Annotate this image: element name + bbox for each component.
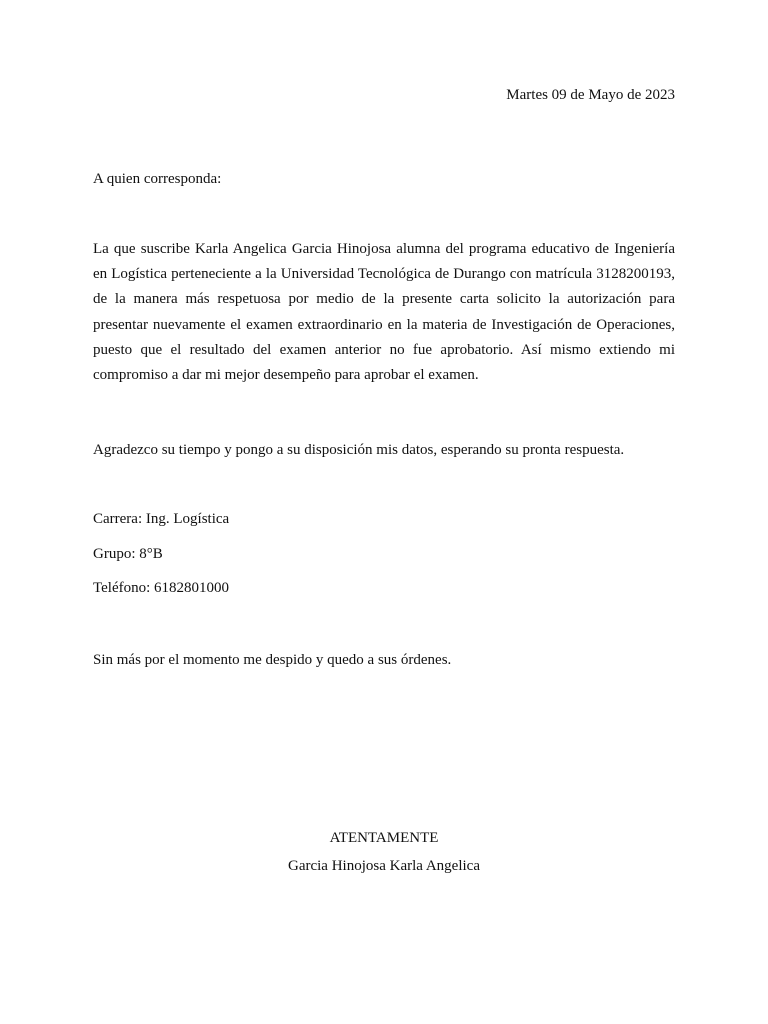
salutation: A quien corresponda: — [93, 171, 222, 187]
phone-info: Teléfono: 6182801000 — [93, 580, 230, 596]
signoff: ATENTAMENTE — [329, 830, 439, 846]
group-info: Grupo: 8°B — [93, 546, 163, 562]
career-info: Carrera: Ing. Logística — [93, 511, 230, 527]
thanks-paragraph: Agradezco su tiempo y pongo a su disposición mis datos, esperando su pronta respuesta. — [93, 442, 625, 458]
letter-date: Martes 09 de Mayo de 2023 — [506, 87, 675, 103]
closing-paragraph: Sin más por el momento me despido y quedo a sus órdenes. — [93, 652, 452, 668]
body-paragraph: La que suscribe Karla Angelica Garcia Hinojosa alumna del programa educativo de Ingeniería en Logística perteneciente a la Universidad Tecnológica de Durango con matrícula 3128200193, de la manera más respetuosa por medio de la presente carta solicito la autorización para presentar nuevamente el examen extraordinario en la materia de Investigación de Operaciones, puesto que el resultado del examen anterior no fue aprobatorio. Así mismo extiendo mi compromiso a dar mi mejor desempeño para aprobar el examen. — [93, 241, 675, 384]
signature-block — [0, 824, 768, 880]
signer-name: Garcia Hinojosa Karla Angelica — [287, 858, 480, 874]
